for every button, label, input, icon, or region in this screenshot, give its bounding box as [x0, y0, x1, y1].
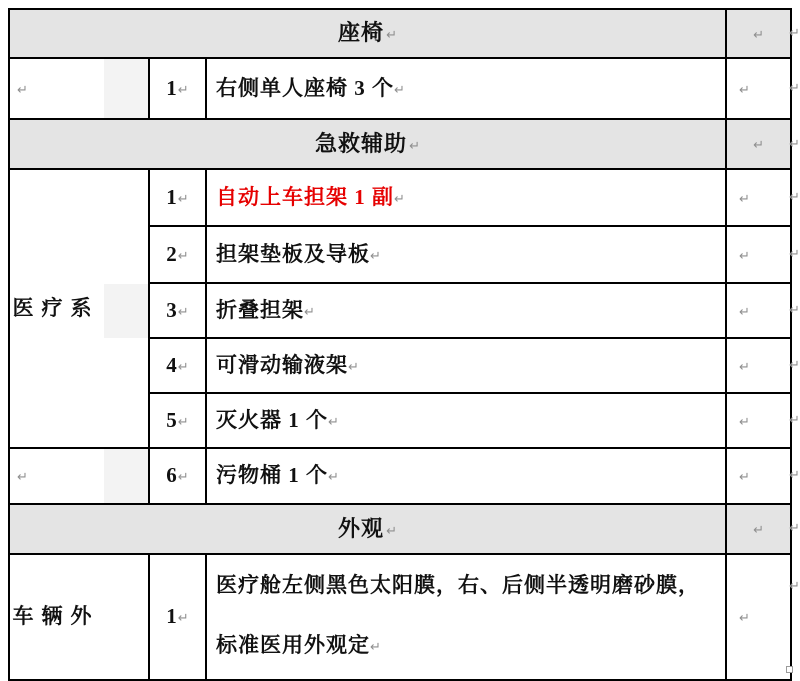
row-number: 4 [166, 352, 178, 377]
paragraph-mark-icon: ↵ [177, 82, 189, 98]
group-label: 医疗系 [12, 295, 100, 320]
paragraph-mark-icon: ↵ [328, 470, 339, 486]
paragraph-mark-icon: ↵ [409, 138, 420, 154]
paragraph-mark-icon: ↵ [177, 414, 189, 430]
paragraph-mark-icon: ↵ [177, 611, 189, 627]
item-desc: 右侧单人座椅 3 个 [216, 75, 394, 100]
section-header-seat[interactable] [9, 9, 726, 58]
paragraph-mark-icon: ↵ [739, 248, 750, 264]
row-number-cell[interactable] [149, 554, 206, 680]
end-column-cell[interactable] [726, 169, 791, 226]
item-desc: 污物桶 1 个 [216, 463, 328, 488]
end-column-cell[interactable] [726, 9, 791, 58]
row-end-mark-icon: ↵ [789, 303, 800, 318]
item-desc-cell[interactable] [206, 226, 726, 283]
paragraph-mark-icon: ↵ [739, 611, 750, 627]
paragraph-mark-icon: ↵ [753, 27, 764, 43]
end-column-cell[interactable] [726, 119, 791, 169]
item-desc: 灭火器 1 个 [216, 407, 328, 432]
item-desc: 医疗舱左侧黑色太阳膜，右、后侧半透明磨砂膜，标准医用外观定 [216, 573, 700, 657]
row-number: 1 [166, 604, 178, 629]
item-desc: 可滑动输液架 [216, 352, 348, 377]
row-number-cell[interactable] [149, 338, 206, 393]
paragraph-mark-icon: ↵ [370, 640, 381, 655]
end-column-cell[interactable] [726, 393, 791, 448]
row-number: 3 [166, 297, 178, 322]
row-number-cell[interactable] [149, 169, 206, 226]
section-title: 急救辅助 [315, 130, 408, 156]
paragraph-mark-icon: ↵ [17, 82, 28, 98]
paragraph-mark-icon: ↵ [177, 359, 189, 375]
item-desc-cell[interactable] [206, 338, 726, 393]
end-column-cell[interactable] [726, 58, 791, 119]
row-end-mark-icon: ↵ [789, 413, 800, 428]
item-desc-cell[interactable] [206, 554, 726, 680]
paragraph-mark-icon: ↵ [177, 191, 189, 207]
row-number: 1 [166, 75, 178, 100]
item-desc-cell[interactable] [206, 393, 726, 448]
paragraph-mark-icon: ↵ [177, 470, 189, 486]
paragraph-mark-icon: ↵ [394, 191, 405, 207]
row-end-mark-icon: ↵ [789, 468, 800, 483]
end-column-cell[interactable] [726, 338, 791, 393]
row-number-cell[interactable] [149, 226, 206, 283]
paragraph-mark-icon: ↵ [304, 304, 315, 320]
blank-label-cell[interactable] [9, 448, 149, 504]
row-end-mark-icon: ↵ [789, 358, 800, 373]
item-desc-cell[interactable] [206, 283, 726, 338]
item-desc-cell[interactable] [206, 58, 726, 119]
end-column-cell[interactable] [726, 283, 791, 338]
table-resize-handle[interactable] [786, 666, 793, 673]
row-end-mark-icon: ↵ [789, 190, 800, 205]
end-column-cell[interactable] [726, 448, 791, 504]
row-number-cell[interactable] [149, 393, 206, 448]
paragraph-mark-icon: ↵ [739, 191, 750, 207]
paragraph-mark-icon: ↵ [739, 359, 750, 375]
paragraph-mark-icon: ↵ [386, 523, 397, 539]
ghost-shading [104, 449, 148, 503]
equipment-table [8, 8, 792, 681]
paragraph-mark-icon: ↵ [17, 470, 28, 486]
paragraph-mark-icon: ↵ [739, 304, 750, 320]
end-column-cell[interactable] [726, 226, 791, 283]
section-header-exterior[interactable] [9, 504, 726, 554]
paragraph-mark-icon: ↵ [739, 470, 750, 486]
end-column-cell[interactable] [726, 504, 791, 554]
paragraph-mark-icon: ↵ [739, 82, 750, 98]
paragraph-mark-icon: ↵ [386, 28, 397, 44]
row-number-cell[interactable] [149, 448, 206, 504]
row-number-cell[interactable] [149, 283, 206, 338]
section-title: 外观 [338, 515, 385, 541]
paragraph-mark-icon: ↵ [753, 523, 764, 539]
item-desc: 自动上车担架 1 副 [216, 184, 394, 209]
item-desc-cell-highlighted[interactable] [206, 169, 726, 226]
row-end-mark-icon: ↵ [789, 26, 800, 41]
end-column-cell[interactable] [726, 554, 791, 680]
group-label: 车辆外 [12, 604, 100, 629]
group-label-cell-medical[interactable] [9, 169, 149, 448]
row-number: 6 [166, 463, 178, 488]
ghost-shading [104, 59, 148, 118]
row-end-mark-icon: ↵ [789, 247, 800, 262]
blank-label-cell[interactable] [9, 58, 149, 119]
row-number: 5 [166, 407, 178, 432]
row-number-cell[interactable] [149, 58, 206, 119]
row-end-mark-icon: ↵ [789, 521, 800, 536]
row-end-mark-icon: ↵ [789, 579, 800, 594]
row-end-mark-icon: ↵ [789, 137, 800, 152]
section-title: 座椅 [338, 20, 385, 46]
paragraph-mark-icon: ↵ [753, 138, 764, 154]
group-label-cell-vehicle[interactable] [9, 554, 149, 680]
row-number: 1 [166, 184, 178, 209]
item-desc: 折叠担架 [216, 297, 304, 322]
section-header-aid[interactable] [9, 119, 726, 169]
item-desc-cell[interactable] [206, 448, 726, 504]
paragraph-mark-icon: ↵ [370, 248, 381, 264]
paragraph-mark-icon: ↵ [348, 359, 359, 375]
paragraph-mark-icon: ↵ [328, 414, 339, 430]
paragraph-mark-icon: ↵ [739, 414, 750, 430]
row-number: 2 [166, 241, 178, 266]
paragraph-mark-icon: ↵ [177, 304, 189, 320]
paragraph-mark-icon: ↵ [394, 82, 405, 98]
item-desc: 担架垫板及导板 [216, 241, 370, 266]
row-end-mark-icon: ↵ [789, 81, 800, 96]
ghost-shading [104, 284, 148, 338]
paragraph-mark-icon: ↵ [177, 248, 189, 264]
